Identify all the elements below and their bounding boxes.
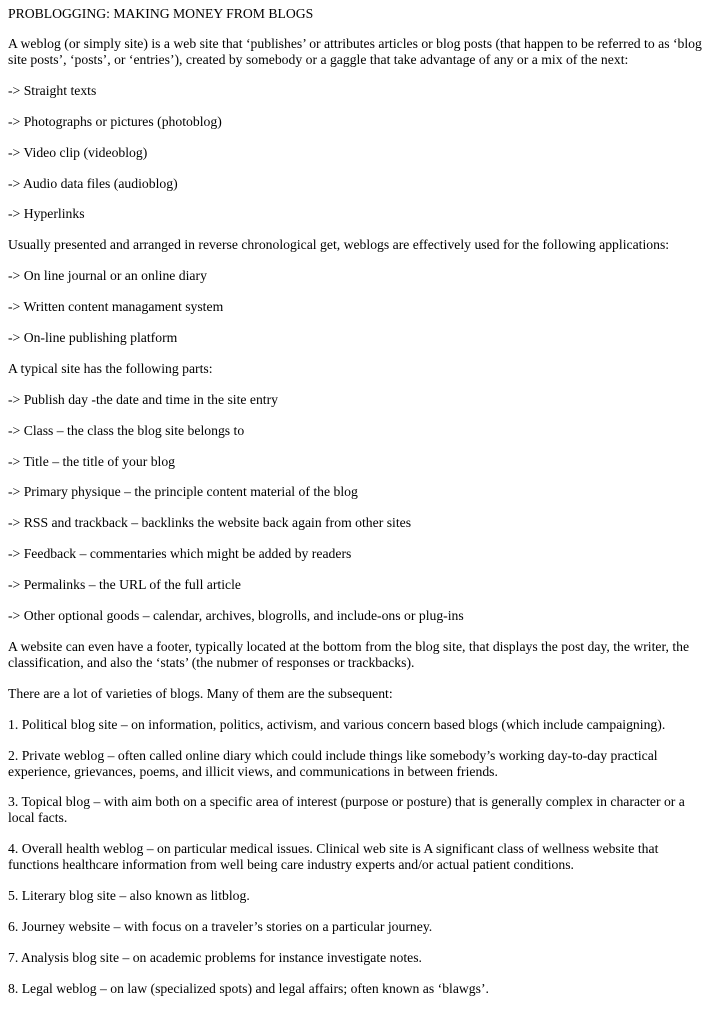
paragraph: A website can even have a footer, typically located at the bottom from the blog site, that displays the post day, the writer, the classification, and also the ‘stats’ (the nubmer of responses or trackbacks). <box>8 638 690 670</box>
numbered-item: 8. Legal weblog – on law (specialized spots) and legal affairs; often known as ‘blawgs’. <box>8 980 489 996</box>
list-item: -> On line journal or an online diary <box>8 268 207 284</box>
paragraph: There are a lot of varieties of blogs. Many of them are the subsequent: <box>8 685 393 701</box>
numbered-item: 2. Private weblog – often called online diary which could include things like somebody’s working day-to-day practical experience, grievances, poems, and illicit views, and communications in between friends. <box>8 747 658 779</box>
list-item: -> Straight texts <box>8 82 97 98</box>
list-item: -> Publish day -the date and time in the site entry <box>8 391 279 407</box>
numbered-item: 3. Topical blog – with aim both on a specific area of interest (purpose or posture) that is generally complex in character or a local facts. <box>8 794 685 826</box>
list-item: -> Title – the title of your blog <box>8 453 176 469</box>
list-item: -> Primary physique – the principle content material of the blog <box>8 484 358 500</box>
list-item: -> Video clip (videoblog) <box>8 144 148 160</box>
list-item: -> RSS and trackback – backlinks the website back again from other sites <box>8 515 412 531</box>
numbered-item: 6. Journey website – with focus on a traveler’s stories on a particular journey. <box>8 919 433 935</box>
numbered-item: 5. Literary blog site – also known as litblog. <box>8 888 250 904</box>
document-title: PROBLOGGING: MAKING MONEY FROM BLOGS <box>8 6 314 21</box>
list-item: -> Feedback – commentaries which might be added by readers <box>8 546 352 562</box>
list-item: -> Hyperlinks <box>8 206 85 222</box>
paragraph: A typical site has the following parts: <box>8 360 213 376</box>
numbered-item: 4. Overall health weblog – on particular medical issues. Clinical web site is A significant class of wellness website that functions healthcare information from well being care industry experts and/or actual patient conditions. <box>8 841 659 873</box>
list-item: -> Written content managament system <box>8 299 224 315</box>
list-item: -> Permalinks – the URL of the full article <box>8 577 241 593</box>
numbered-item: 1. Political blog site – on information, politics, activism, and various concern based blogs (which include campaigning). <box>8 716 666 732</box>
paragraph: Usually presented and arranged in reverse chronological get, weblogs are effectively used for the following applications: <box>8 237 670 253</box>
list-item: -> Photographs or pictures (photoblog) <box>8 113 222 129</box>
list-item: -> Other optional goods – calendar, archives, blogrolls, and include-ons or plug-ins <box>8 608 464 624</box>
document-body <box>8 36 712 997</box>
list-item: -> On-line publishing platform <box>8 330 178 346</box>
list-item: -> Class – the class the blog site belongs to <box>8 422 245 438</box>
numbered-item: 7. Analysis blog site – on academic problems for instance investigate notes. <box>8 950 422 966</box>
intro-paragraph: A weblog (or simply site) is a web site that ‘publishes’ or attributes articles or blog posts (that happen to be referred to as ‘blog site posts’, ‘posts’, or ‘entries’), created by somebody or a gaggle that take advantage of any or a mix of the next: <box>8 36 702 67</box>
list-item: -> Audio data files (audioblog) <box>8 175 178 191</box>
